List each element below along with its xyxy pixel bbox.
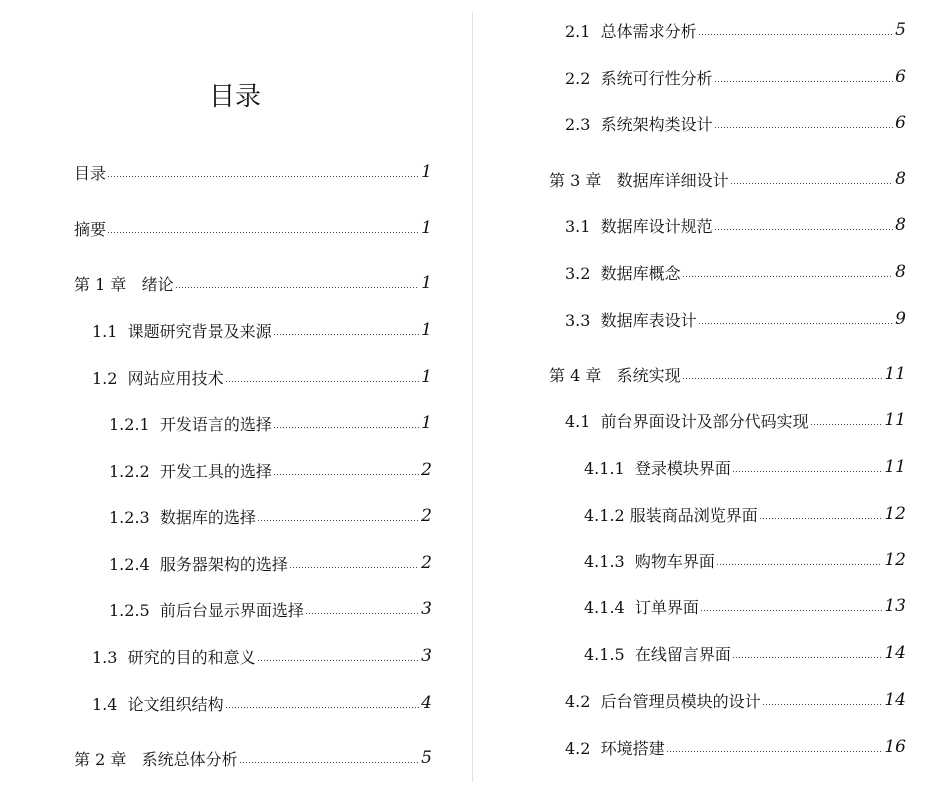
- dot-leader: [306, 613, 419, 614]
- dot-leader: [683, 276, 894, 277]
- toc-entry-page-number: 8: [895, 215, 906, 235]
- toc-entry-page-number: 9: [895, 309, 906, 329]
- toc-entry-label: 第 4 章 系统实现: [549, 365, 681, 385]
- toc-entry-label: 2.3 系统架构类设计: [565, 114, 713, 134]
- dot-leader: [699, 34, 894, 35]
- column-divider: [472, 12, 473, 782]
- toc-entry-page-number: 14: [884, 690, 906, 710]
- toc-entry[interactable]: [565, 65, 906, 89]
- toc-entry-page-number: 1: [421, 320, 432, 340]
- dot-leader: [258, 520, 419, 521]
- toc-entry[interactable]: [74, 216, 432, 240]
- toc-entry[interactable]: [584, 641, 906, 665]
- toc-entry-page-number: 3: [421, 646, 432, 666]
- toc-entry[interactable]: [109, 551, 432, 575]
- dot-leader: [717, 564, 882, 565]
- dot-leader: [701, 610, 882, 611]
- toc-entry-page-number: 2: [421, 553, 432, 573]
- toc-entry-label: 4.1 前台界面设计及部分代码实现: [565, 411, 809, 431]
- toc-entry-page-number: 13: [884, 596, 906, 616]
- toc-entry[interactable]: [584, 455, 906, 479]
- toc-entry-label: 第 1 章 绪论: [74, 274, 174, 294]
- dot-leader: [667, 751, 883, 752]
- toc-entry-page-number: 11: [884, 410, 906, 430]
- toc-entry[interactable]: [565, 307, 906, 331]
- toc-entry-label: 1.2 网站应用技术: [92, 368, 224, 388]
- dot-leader: [240, 762, 420, 763]
- toc-entry-label: 目录: [74, 163, 107, 183]
- toc-entry-label: 1.1 课题研究背景及来源: [92, 321, 272, 341]
- toc-entry[interactable]: [109, 504, 432, 528]
- toc-entry-label: 1.3 研究的目的和意义: [92, 647, 256, 667]
- toc-entry-page-number: 8: [895, 169, 906, 189]
- toc-entry-page-number: 16: [884, 737, 906, 757]
- toc-entry[interactable]: [92, 318, 432, 342]
- dot-leader: [108, 176, 419, 177]
- toc-entry-label: 3.3 数据库表设计: [565, 310, 697, 330]
- toc-entry-label: 4.1.4 订单界面: [584, 597, 699, 617]
- toc-entry-label: 3.1 数据库设计规范: [565, 216, 713, 236]
- toc-entry-page-number: 3: [421, 599, 432, 619]
- toc-entry-label: 1.2.1 开发语言的选择: [109, 414, 272, 434]
- dot-leader: [715, 81, 894, 82]
- toc-entry-page-number: 5: [895, 20, 906, 40]
- dot-leader: [699, 323, 894, 324]
- toc-entry[interactable]: [565, 735, 906, 759]
- toc-entry-label: 4.1.3 购物车界面: [584, 551, 715, 571]
- dot-leader: [760, 518, 883, 519]
- toc-entry-page-number: 12: [884, 504, 906, 524]
- dot-leader: [683, 378, 883, 379]
- toc-entry-page-number: 4: [421, 693, 432, 713]
- dot-leader: [108, 232, 419, 233]
- dot-leader: [715, 229, 894, 230]
- dot-leader: [763, 704, 883, 705]
- toc-entry[interactable]: [584, 594, 906, 618]
- toc-entry-label: 4.1.1 登录模块界面: [584, 458, 731, 478]
- toc-entry[interactable]: [109, 458, 432, 482]
- toc-entry-page-number: 1: [421, 367, 432, 387]
- toc-entry-page-number: 6: [895, 67, 906, 87]
- toc-entry[interactable]: [92, 365, 432, 389]
- toc-entry[interactable]: [109, 597, 432, 621]
- toc-entry-label: 1.2.5 前后台显示界面选择: [109, 600, 304, 620]
- toc-entry[interactable]: [549, 362, 906, 386]
- toc-entry-page-number: 1: [421, 413, 432, 433]
- toc-entry-page-number: 5: [421, 748, 432, 768]
- toc-entry-label: 4.2 后台管理员模块的设计: [565, 691, 761, 711]
- toc-title: 目录: [208, 82, 261, 112]
- toc-entry-page-number: 2: [421, 506, 432, 526]
- toc-entry[interactable]: [565, 111, 906, 135]
- toc-entry-label: 4.2 环境搭建: [565, 738, 665, 758]
- toc-entry[interactable]: [109, 411, 432, 435]
- toc-entry-label: 1.2.4 服务器架构的选择: [109, 554, 288, 574]
- toc-entry-page-number: 11: [884, 364, 906, 384]
- toc-entry-label: 1.4 论文组织结构: [92, 694, 224, 714]
- toc-entry-label: 2.1 总体需求分析: [565, 21, 697, 41]
- toc-entry[interactable]: [74, 160, 432, 184]
- toc-entry[interactable]: [565, 18, 906, 42]
- toc-entry-label: 第 3 章 数据库详细设计: [549, 170, 729, 190]
- toc-entry[interactable]: [74, 746, 432, 770]
- dot-leader: [811, 424, 883, 425]
- dot-leader: [715, 127, 894, 128]
- toc-entry[interactable]: [565, 688, 906, 712]
- dot-leader: [274, 427, 419, 428]
- toc-entry-page-number: 11: [884, 457, 906, 477]
- dot-leader: [226, 381, 420, 382]
- dot-leader: [733, 657, 882, 658]
- dot-leader: [226, 707, 420, 708]
- toc-entry-label: 4.1.5 在线留言界面: [584, 644, 731, 664]
- toc-entry-page-number: 8: [895, 262, 906, 282]
- dot-leader: [274, 474, 419, 475]
- toc-entry-page-number: 14: [884, 643, 906, 663]
- toc-entry[interactable]: [565, 260, 906, 284]
- toc-entry[interactable]: [549, 167, 906, 191]
- toc-entry-label: 摘要: [74, 219, 107, 239]
- toc-entry-label: 1.2.2 开发工具的选择: [109, 461, 272, 481]
- dot-leader: [290, 567, 419, 568]
- toc-entry[interactable]: [565, 408, 906, 432]
- toc-entry[interactable]: [584, 548, 906, 572]
- toc-entry[interactable]: [92, 644, 432, 668]
- dot-leader: [733, 471, 882, 472]
- toc-entry[interactable]: [74, 271, 432, 295]
- toc-entry[interactable]: [92, 691, 432, 715]
- dot-leader: [176, 287, 420, 288]
- toc-entry-label: 第 2 章 系统总体分析: [74, 749, 238, 769]
- dot-leader: [258, 660, 420, 661]
- toc-entry[interactable]: [565, 213, 906, 237]
- dot-leader: [731, 183, 894, 184]
- toc-entry[interactable]: [584, 502, 906, 526]
- toc-entry-page-number: 1: [421, 273, 432, 293]
- dot-leader: [274, 334, 420, 335]
- toc-entry-page-number: 1: [421, 218, 432, 238]
- toc-entry-label: 2.2 系统可行性分析: [565, 68, 713, 88]
- toc-entry-page-number: 12: [884, 550, 906, 570]
- toc-entry-label: 1.2.3 数据库的选择: [109, 507, 256, 527]
- toc-entry-page-number: 2: [421, 460, 432, 480]
- toc-entry-page-number: 1: [421, 162, 432, 182]
- toc-entry-label: 4.1.2 服装商品浏览界面: [584, 505, 758, 525]
- toc-entry-page-number: 6: [895, 113, 906, 133]
- toc-entry-label: 3.2 数据库概念: [565, 263, 681, 283]
